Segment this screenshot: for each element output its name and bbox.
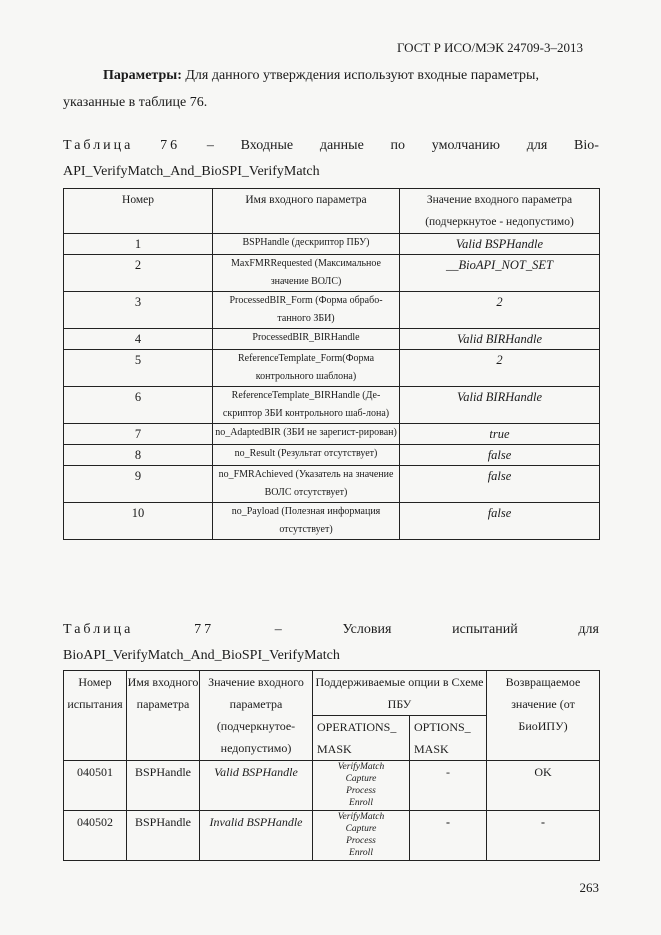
cell-number: 9 xyxy=(64,466,213,503)
header-cell-options-mask: OPTIONS_ MASK xyxy=(410,716,487,761)
cell-number: 10 xyxy=(64,503,213,540)
caption-word: Bio- xyxy=(574,138,599,153)
cell-param-value: Valid BSPHandle xyxy=(200,761,313,811)
cell-param-name: BSPHandle xyxy=(127,761,200,811)
operation-item: Capture xyxy=(345,824,377,834)
cell-value: 2 xyxy=(400,292,600,329)
cell-name: ReferenceTemplate_BIRHandle (Де-скриптор ЗБИ контрольного шаб-лона) xyxy=(213,387,400,424)
cell-number: 3 xyxy=(64,292,213,329)
cell-name: no_Result (Результат отсутствует) xyxy=(213,445,400,466)
cell-test-number: 040502 xyxy=(64,811,127,861)
caption-word: – xyxy=(274,622,282,637)
header-cell-test-number: Номер испытания xyxy=(64,671,127,761)
table-row xyxy=(64,424,600,445)
cell-value: false xyxy=(400,445,600,466)
cell-name: ReferenceTemplate_Form(Форма контрольного шаблона) xyxy=(213,350,400,387)
caption-word: Таблица xyxy=(63,622,134,637)
operation-item: Process xyxy=(346,836,376,846)
intro-text: Для данного утверждения используют входные параметры, указанные в таблице 76. xyxy=(63,68,539,110)
cell-value: __BioAPI_NOT_SET xyxy=(400,255,600,292)
table77-caption xyxy=(63,617,599,669)
table-row xyxy=(64,292,600,329)
caption-word: испытаний xyxy=(452,622,518,637)
caption-word: – xyxy=(206,138,214,153)
cell-value: true xyxy=(400,424,600,445)
table-row xyxy=(64,445,600,466)
cell-number: 4 xyxy=(64,329,213,350)
operation-item: VerifyMatch xyxy=(337,812,385,822)
table-row xyxy=(64,503,600,540)
cell-options: - xyxy=(410,761,487,811)
table76-caption-line2: API_VerifyMatch_And_BioSPI_VerifyMatch xyxy=(63,164,320,179)
operation-item: Enroll xyxy=(349,848,373,858)
header-cell-param-name: Имя входного параметра xyxy=(127,671,200,761)
cell-param-name: BSPHandle xyxy=(127,811,200,861)
cell-operations xyxy=(313,761,410,811)
page-number: 263 xyxy=(579,880,599,895)
table-76 xyxy=(63,188,600,540)
cell-options: - xyxy=(410,811,487,861)
table-row xyxy=(64,350,600,387)
caption-word: для xyxy=(578,622,599,637)
operation-item: VerifyMatch xyxy=(337,762,385,772)
cell-return: OK xyxy=(487,761,600,811)
caption-word: по xyxy=(390,138,406,153)
document-header: ГОСТ Р ИСО/МЭК 24709-3–2013 xyxy=(396,40,583,55)
cell-operations xyxy=(313,811,410,861)
cell-value: false xyxy=(400,503,600,540)
caption-word: для xyxy=(526,138,548,153)
operation-item: Capture xyxy=(345,774,377,784)
operation-item: Process xyxy=(346,786,376,796)
table-row xyxy=(64,329,600,350)
cell-number: 2 xyxy=(64,255,213,292)
table-row xyxy=(64,811,600,861)
caption-word: Условия xyxy=(342,622,392,637)
cell-value: Valid BSPHandle xyxy=(400,234,600,255)
intro-label: Параметры: xyxy=(103,68,182,83)
table76-caption-line1 xyxy=(63,133,599,159)
header-cell-return: Возвращаемое значение (от БиоИПУ) xyxy=(487,671,600,761)
caption-word: данные xyxy=(319,138,364,153)
table-row xyxy=(64,466,600,503)
caption-word: умолчанию xyxy=(431,138,500,153)
table-header-row xyxy=(64,189,600,234)
cell-number: 1 xyxy=(64,234,213,255)
cell-name: no_FMRAchieved (Указатель на значение ВОЛС отсутствует) xyxy=(213,466,400,503)
table-row xyxy=(64,255,600,292)
header-cell-value: Значение входного параметра (подчеркнутое - недопустимо) xyxy=(400,189,600,234)
cell-param-value: Invalid BSPHandle xyxy=(200,811,313,861)
table77-caption-line1 xyxy=(63,617,599,643)
table-row xyxy=(64,761,600,811)
operation-item: Enroll xyxy=(349,798,373,808)
header-cell-number: Номер xyxy=(64,189,213,234)
cell-value: Valid BIRHandle xyxy=(400,387,600,424)
table76-caption xyxy=(63,133,599,185)
cell-name: no_AdaptedBIR (ЗБИ не зарегист-рирован) xyxy=(213,424,400,445)
cell-name: ProcessedBIR_Form (Форма обрабо-танного ЗБИ) xyxy=(213,292,400,329)
cell-name: MaxFMRRequested (Максимальное значение ВОЛС) xyxy=(213,255,400,292)
caption-word: Входные xyxy=(240,138,294,153)
table-77 xyxy=(63,670,600,861)
table-header-row xyxy=(64,671,600,716)
cell-number: 6 xyxy=(64,387,213,424)
header-cell-name: Имя входного параметра xyxy=(213,189,400,234)
header-cell-options: Поддерживаемые опции в Схеме ПБУ xyxy=(313,671,487,716)
caption-word: 76 xyxy=(160,138,181,153)
cell-name: ProcessedBIR_BIRHandle xyxy=(213,329,400,350)
cell-value: 2 xyxy=(400,350,600,387)
caption-word: Таблица xyxy=(63,138,134,153)
cell-number: 7 xyxy=(64,424,213,445)
cell-test-number: 040501 xyxy=(64,761,127,811)
header-cell-param-value: Значение входного параметра (подчеркнутое-недопустимо) xyxy=(200,671,313,761)
cell-number: 8 xyxy=(64,445,213,466)
cell-name: no_Payload (Полезная информация отсутствует) xyxy=(213,503,400,540)
intro-paragraph xyxy=(63,62,599,116)
header-cell-operations-mask: OPERATIONS_ MASK xyxy=(313,716,410,761)
cell-return: - xyxy=(487,811,600,861)
cell-value: Valid BIRHandle xyxy=(400,329,600,350)
cell-value: false xyxy=(400,466,600,503)
table-row xyxy=(64,387,600,424)
cell-number: 5 xyxy=(64,350,213,387)
caption-word: 77 xyxy=(194,622,215,637)
cell-name: BSPHandle (дескриптор ПБУ) xyxy=(213,234,400,255)
table77-caption-line2: BioAPI_VerifyMatch_And_BioSPI_VerifyMatch xyxy=(63,648,340,663)
table-row xyxy=(64,234,600,255)
